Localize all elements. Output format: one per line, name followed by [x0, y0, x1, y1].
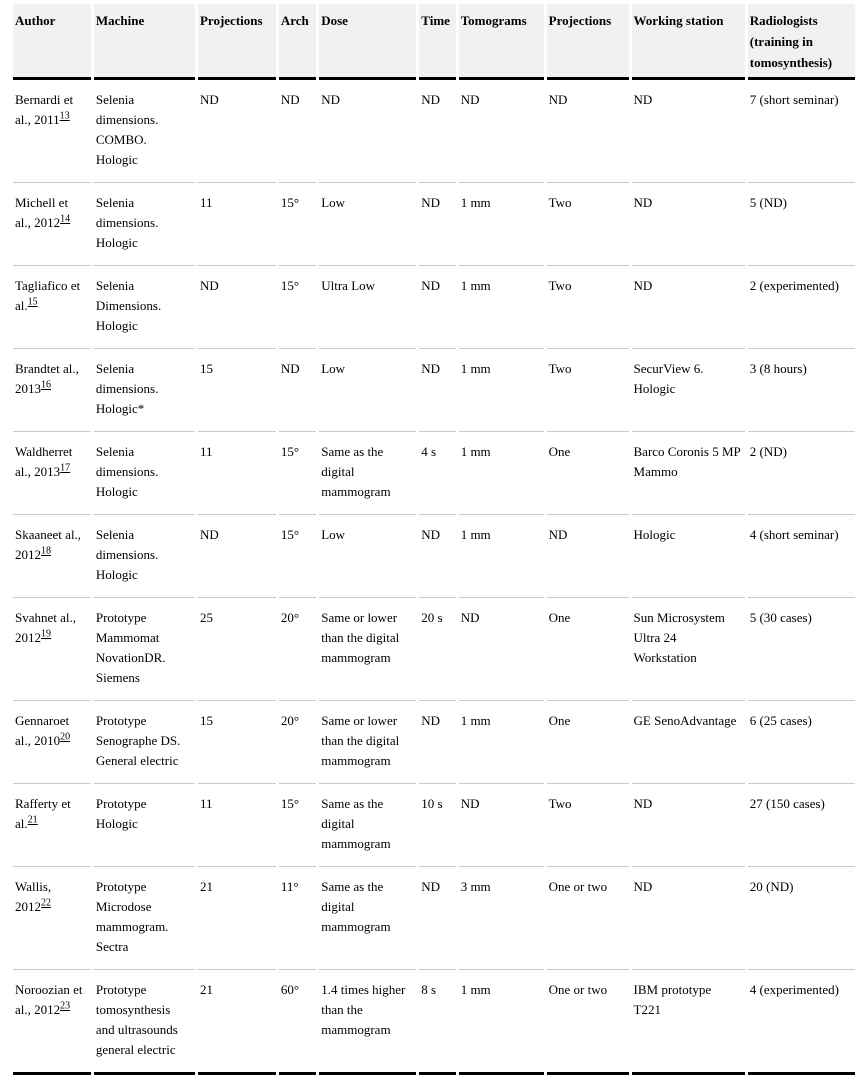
data-cell: 15 [198, 349, 276, 432]
author-text: Bernardi et al., 2011 [15, 92, 74, 127]
reference-link[interactable]: 18 [41, 545, 51, 557]
data-cell: 8 s [419, 970, 455, 1075]
data-cell: 1 mm [459, 970, 544, 1075]
data-cell: 1 mm [459, 349, 544, 432]
reference-link[interactable]: 15 [27, 296, 38, 308]
table-row [13, 80, 855, 183]
author-text: Noroozian et al., 2012 [15, 982, 83, 1017]
data-cell: ND [419, 80, 455, 183]
data-cell: 20° [279, 701, 316, 784]
data-cell: 15° [279, 266, 316, 349]
column-header: Radiologists (training in tomosynthesis) [748, 4, 855, 80]
data-cell: 20° [279, 598, 316, 701]
reference-link[interactable]: 13 [59, 110, 70, 122]
data-cell: ND [198, 80, 276, 183]
data-cell: Low [319, 183, 416, 266]
reference-superscript [28, 297, 38, 308]
data-cell: ND [632, 80, 745, 183]
data-cell: 3 (8 hours) [748, 349, 855, 432]
data-cell: 11 [198, 432, 276, 515]
data-cell: 5 (ND) [748, 183, 855, 266]
data-cell: 20 (ND) [748, 867, 855, 970]
data-cell: Same as the digital mammogram [319, 784, 416, 867]
data-cell: ND [198, 266, 276, 349]
column-header: Projections [547, 4, 629, 80]
column-header: Projections [198, 4, 276, 80]
author-cell [13, 598, 91, 701]
data-cell: Barco Coronis 5 MP Mammo [632, 432, 745, 515]
data-cell: ND [279, 349, 316, 432]
data-cell: 6 (25 cases) [748, 701, 855, 784]
data-cell: Low [319, 515, 416, 598]
data-cell: 60° [279, 970, 316, 1075]
data-cell: One [547, 598, 629, 701]
header-row [13, 4, 855, 80]
data-cell: Selenia dimensions. Hologic [94, 432, 195, 515]
data-cell: 2 (experimented) [748, 266, 855, 349]
data-cell: 7 (short seminar) [748, 80, 855, 183]
data-cell: 3 mm [459, 867, 544, 970]
author-cell [13, 183, 91, 266]
table-row [13, 970, 855, 1075]
data-cell: Selenia dimensions. COMBO. Hologic [94, 80, 195, 183]
data-cell: Prototype Senographe DS. General electric [94, 701, 195, 784]
data-cell: 21 [198, 970, 276, 1075]
reference-superscript [41, 546, 51, 557]
data-cell: Prototype tomosynthesis and ultrasounds general electric [94, 970, 195, 1075]
reference-superscript [60, 463, 70, 474]
column-header: Machine [94, 4, 195, 80]
data-cell: Same as the digital mammogram [319, 432, 416, 515]
author-cell [13, 784, 91, 867]
author-text: Michell et al., 2012 [15, 195, 69, 230]
author-text: Gennaroet al., 2010 [15, 713, 70, 748]
data-cell: 21 [198, 867, 276, 970]
column-header: Arch [279, 4, 316, 80]
data-cell: 1 mm [459, 183, 544, 266]
reference-superscript [60, 111, 70, 122]
table-row [13, 784, 855, 867]
author-cell [13, 867, 91, 970]
reference-link[interactable]: 23 [60, 1000, 71, 1012]
data-cell: ND [419, 266, 455, 349]
data-cell: ND [419, 349, 455, 432]
data-cell: IBM prototype T221 [632, 970, 745, 1075]
data-cell: Selenia Dimensions. Hologic [94, 266, 195, 349]
reference-link[interactable]: 14 [60, 213, 71, 225]
data-cell: 15° [279, 183, 316, 266]
author-cell [13, 266, 91, 349]
column-header: Dose [319, 4, 416, 80]
table-body [13, 80, 855, 1075]
data-cell: Hologic [632, 515, 745, 598]
data-cell: ND [419, 867, 455, 970]
data-cell: 10 s [419, 784, 455, 867]
reference-link[interactable]: 21 [27, 814, 38, 826]
data-cell: 15 [198, 701, 276, 784]
data-cell: ND [459, 598, 544, 701]
reference-superscript [41, 380, 51, 391]
data-cell: One [547, 432, 629, 515]
author-cell [13, 349, 91, 432]
data-cell: ND [459, 784, 544, 867]
author-cell [13, 701, 91, 784]
data-cell: Same or lower than the digital mammogram [319, 598, 416, 701]
author-text: Tagliafico et al. [15, 278, 81, 313]
reference-superscript [41, 629, 51, 640]
data-cell: ND [459, 80, 544, 183]
data-cell: One or two [547, 867, 629, 970]
data-cell: ND [547, 80, 629, 183]
data-cell: GE SenoAdvantage [632, 701, 745, 784]
column-header: Tomograms [459, 4, 544, 80]
reference-link[interactable]: 17 [60, 462, 71, 474]
author-text: Waldherret al., 2013 [15, 444, 73, 479]
data-cell: 15° [279, 515, 316, 598]
data-cell: Sun Microsystem Ultra 24 Workstation [632, 598, 745, 701]
data-cell: ND [319, 80, 416, 183]
table-row [13, 515, 855, 598]
data-cell: Two [547, 349, 629, 432]
data-cell: 25 [198, 598, 276, 701]
data-cell: 11° [279, 867, 316, 970]
table-row [13, 867, 855, 970]
data-cell: 2 (ND) [748, 432, 855, 515]
data-cell: 4 (short seminar) [748, 515, 855, 598]
author-cell [13, 80, 91, 183]
column-header: Author [13, 4, 91, 80]
data-cell: Two [547, 183, 629, 266]
data-cell: 1 mm [459, 266, 544, 349]
data-cell: Prototype Hologic [94, 784, 195, 867]
author-cell [13, 970, 91, 1075]
table-row [13, 266, 855, 349]
reference-superscript [41, 898, 51, 909]
data-cell: ND [632, 183, 745, 266]
data-cell: One [547, 701, 629, 784]
data-cell: ND [279, 80, 316, 183]
data-cell: ND [632, 266, 745, 349]
data-cell: Same or lower than the digital mammogram [319, 701, 416, 784]
data-cell: Selenia dimensions. Hologic* [94, 349, 195, 432]
data-cell: 5 (30 cases) [748, 598, 855, 701]
reference-superscript [60, 214, 70, 225]
data-cell: Same as the digital mammogram [319, 867, 416, 970]
author-text: Skaaneet al., 2012 [15, 527, 82, 562]
data-cell: ND [547, 515, 629, 598]
table-header [13, 4, 855, 80]
table-row [13, 349, 855, 432]
data-cell: ND [632, 784, 745, 867]
data-cell: 20 s [419, 598, 455, 701]
data-cell: 1 mm [459, 432, 544, 515]
data-cell: One or two [547, 970, 629, 1075]
data-cell: 27 (150 cases) [748, 784, 855, 867]
data-cell: Low [319, 349, 416, 432]
reference-superscript [60, 1001, 70, 1012]
author-text: Svahnet al., 2012 [15, 610, 77, 645]
data-cell: ND [419, 701, 455, 784]
data-cell: 15° [279, 432, 316, 515]
data-cell: Ultra Low [319, 266, 416, 349]
data-cell: 4 s [419, 432, 455, 515]
data-cell: 11 [198, 784, 276, 867]
reference-link[interactable]: 20 [60, 731, 71, 743]
data-cell: ND [419, 183, 455, 266]
author-cell [13, 432, 91, 515]
data-cell: 11 [198, 183, 276, 266]
author-cell [13, 515, 91, 598]
author-text: Brandtet al., 2013 [15, 361, 79, 396]
reference-superscript [28, 815, 38, 826]
data-cell: 1 mm [459, 701, 544, 784]
column-header: Working station [632, 4, 745, 80]
data-cell: Prototype Microdose mammogram. Sectra [94, 867, 195, 970]
table-row [13, 701, 855, 784]
reference-link[interactable]: 22 [41, 897, 51, 909]
author-text: Rafferty et al. [15, 796, 71, 831]
data-cell: ND [198, 515, 276, 598]
data-cell: ND [419, 515, 455, 598]
reference-link[interactable]: 19 [41, 628, 51, 640]
data-cell: Prototype Mammomat NovationDR. Siemens [94, 598, 195, 701]
data-cell: 15° [279, 784, 316, 867]
data-cell: 1 mm [459, 515, 544, 598]
data-cell: Two [547, 266, 629, 349]
table-row [13, 183, 855, 266]
data-cell: Selenia dimensions. Hologic [94, 515, 195, 598]
table-row [13, 432, 855, 515]
reference-link[interactable]: 16 [41, 379, 51, 391]
reference-superscript [60, 732, 70, 743]
data-cell: Two [547, 784, 629, 867]
data-cell: 4 (experimented) [748, 970, 855, 1075]
column-header: Time [419, 4, 455, 80]
study-comparison-table [10, 4, 858, 1075]
author-text: Wallis, 2012 [15, 879, 52, 914]
data-cell: Selenia dimensions. Hologic [94, 183, 195, 266]
data-cell: ND [632, 867, 745, 970]
data-cell: 1.4 times higher than the mammogram [319, 970, 416, 1075]
data-cell: SecurView 6. Hologic [632, 349, 745, 432]
table-row [13, 598, 855, 701]
